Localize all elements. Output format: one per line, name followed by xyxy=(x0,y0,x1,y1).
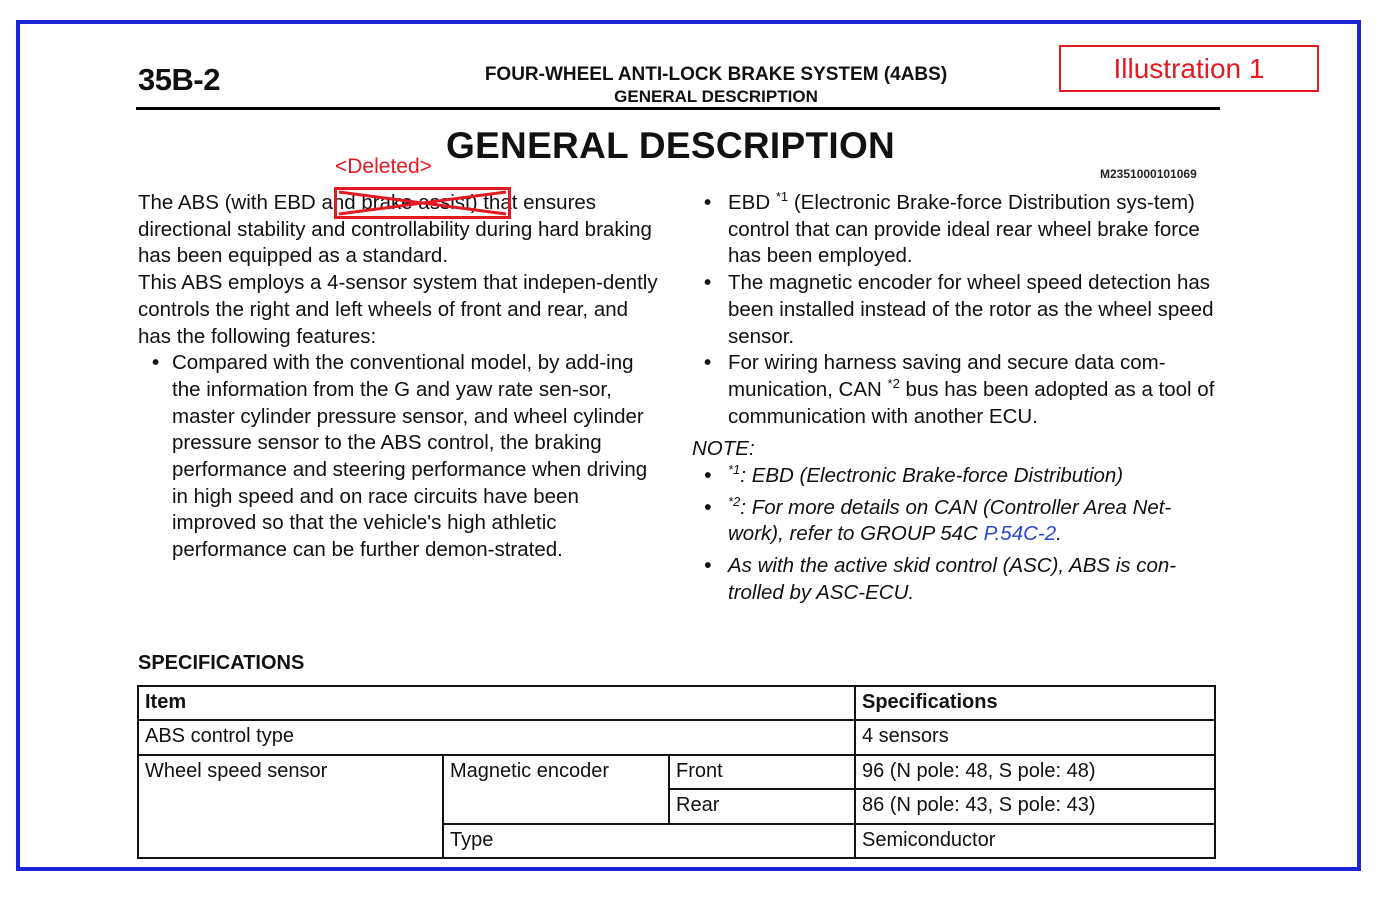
footnote-ref: *1 xyxy=(775,189,789,205)
rear-label: Rear xyxy=(669,789,855,823)
document-code: M2351000101069 xyxy=(1100,167,1197,181)
specifications-title: SPECIFICATIONS xyxy=(138,652,305,674)
list-item: • Compared with the conventional model, by add-ing the information from the G and yaw rate sen-sor, master cylinder pressure sensor, and wheel cylinder pressure sensor to the ABS control, the braking performance and steering performance when driving in high speed and on race circuits have been improved so that the vehicle's high athletic performance can be further demon-strated. xyxy=(138,350,658,564)
header-specifications: Specifications xyxy=(855,686,1215,720)
wheel-speed-sensor-label: Wheel speed sensor xyxy=(138,755,443,858)
abs-control-type-label: ABS control type xyxy=(138,720,855,754)
note-list xyxy=(692,463,1222,607)
intro-text-end: ) that ensures directional stability and controllability during hard braking has been equipped as a standard. xyxy=(138,191,652,268)
section-header xyxy=(440,62,992,107)
table-row xyxy=(138,720,1215,754)
ebd-text: EBD xyxy=(728,191,776,214)
note-text: : EBD (Electronic Brake-force Distribution) xyxy=(740,464,1124,488)
can-text: For wiring harness saving and secure data com-munication, CAN xyxy=(728,351,1166,401)
table-row xyxy=(138,686,1215,720)
deleted-annotation-label: <Deleted> xyxy=(335,155,432,178)
note-item xyxy=(692,463,1222,490)
section-subtitle: GENERAL DESCRIPTION xyxy=(614,87,818,106)
header-rule xyxy=(136,107,1220,110)
feature-list-continued xyxy=(692,190,1222,430)
deleted-strike-box xyxy=(334,187,511,219)
system-paragraph: This ABS employs a 4-sensor system that indepen-dently controls the right and left wheels of front and rear, and has the following features: xyxy=(138,271,658,348)
illustration-label: Illustration 1 xyxy=(1059,45,1319,92)
type-value: Semiconductor xyxy=(855,824,1215,858)
footnote-mark: *1 xyxy=(728,462,741,478)
deleted-text: and brake assist xyxy=(321,191,471,214)
right-column xyxy=(692,190,1222,607)
note-text-end: . xyxy=(1056,522,1062,546)
intro-text-start: The ABS (with EBD xyxy=(138,191,322,214)
footnote-mark: *2 xyxy=(728,493,741,509)
can-description: bus has been adopted as a tool of communication with another ECU. xyxy=(728,377,1215,428)
page-title: GENERAL DESCRIPTION xyxy=(446,125,896,166)
footnote-ref: *2 xyxy=(887,376,900,392)
list-item: • The magnetic encoder for wheel speed detection has been installed instead of the rotor as the wheel speed sensor. xyxy=(692,270,1222,350)
note-item: • As with the active skid control (ASC), ABS is con-trolled by ASC-ECU. xyxy=(692,553,1222,606)
list-item xyxy=(692,190,1222,270)
front-value: 96 (N pole: 48, S pole: 48) xyxy=(855,755,1215,789)
note-label: NOTE: xyxy=(692,437,755,461)
feature-list xyxy=(138,350,658,564)
group-54c-link[interactable]: P.54C-2 xyxy=(983,522,1057,546)
ebd-description: (Electronic Brake-force Distribution sys-tem) control that can provide ideal rear wheel brake force has been employed. xyxy=(728,191,1200,268)
list-item xyxy=(692,350,1222,430)
section-title: FOUR-WHEEL ANTI-LOCK BRAKE SYSTEM (4ABS) xyxy=(484,64,948,85)
note-text: : For more details on CAN (Controller Area Net-work), refer to GROUP 54C xyxy=(728,495,1172,546)
magnetic-encoder-label: Magnetic encoder xyxy=(443,755,669,824)
rear-value: 86 (N pole: 43, S pole: 43) xyxy=(855,789,1215,823)
specifications-table xyxy=(137,685,1216,859)
header-item: Item xyxy=(138,686,855,720)
note-item xyxy=(692,495,1222,548)
type-label: Type xyxy=(443,824,855,858)
front-label: Front xyxy=(669,755,855,789)
strike-cross-icon xyxy=(337,190,508,216)
left-column xyxy=(138,190,658,564)
abs-control-type-value: 4 sensors xyxy=(855,720,1215,754)
page-number: 35B-2 xyxy=(138,62,220,97)
table-row xyxy=(138,755,1215,789)
